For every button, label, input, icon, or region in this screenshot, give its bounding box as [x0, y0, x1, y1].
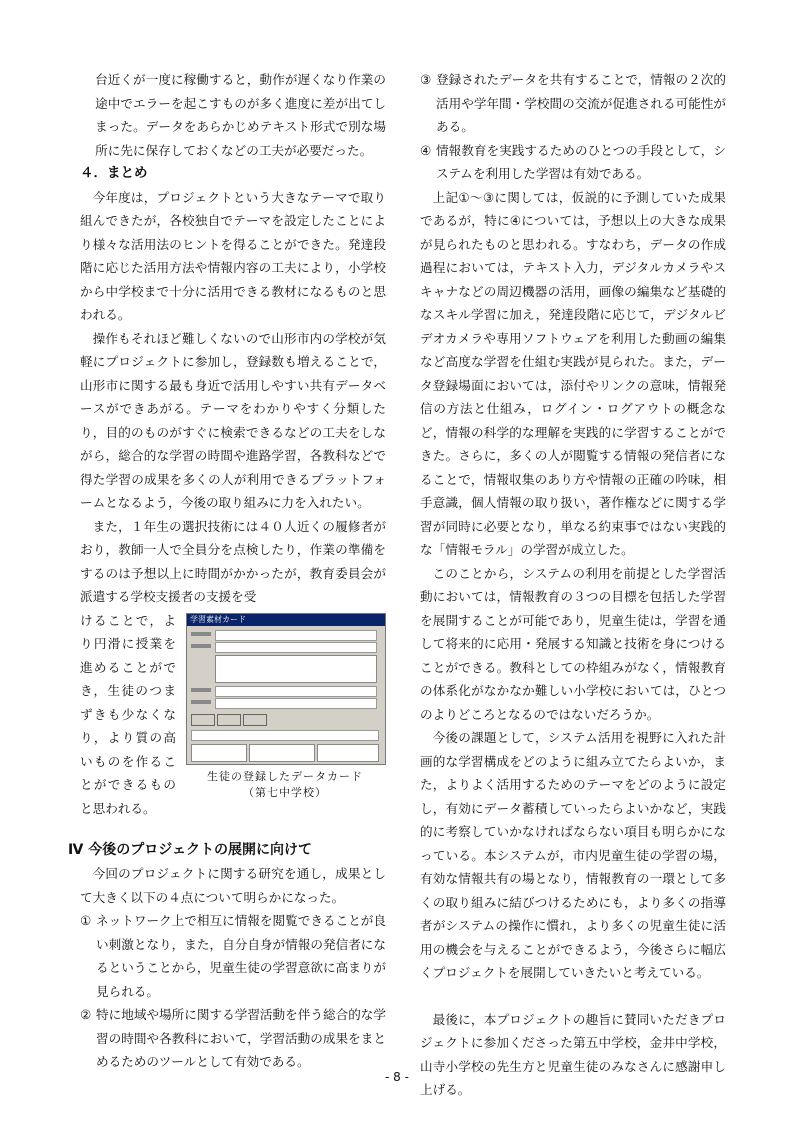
list-item-text: ネットワーク上で相互に情報を閲覧できることが良い刺激となり，また，自分自身が情報の発信者になるということから，児童生徒の学習意欲に高まりが見られる。: [96, 913, 386, 999]
section-heading-summary: ４．まとめ: [80, 165, 148, 181]
left-column: [68, 68, 386, 1074]
figure-caption-line2: （第七中学校）: [243, 785, 327, 799]
paragraph-results: 上記①～③に関しては，仮説的に予測していた成果であるが，特に④については，予想以上の大きな成果が見られたものと思われる。すなわち，データの作成過程においては，テキスト入力，デジタルカメラやスキャナなどの周辺機器の活用，画像の編集など基礎的なスキル学習に加え，発達段階に応じて，デジタルビデオカメラや専用ソフトウェアを利用した動画の編集など高度な学習を仕組む実践が見られた。また，データ登録場面においては，添付やリンクの意味，情報発信の方法と仕組み，ログイン・ログアウトの概念など，情報の科学的な理解を実践的に学習することができた。さらに，多くの人が閲覧する情報の発信者になることで，情報収集のあり方や情報の正確の吟味，相手意識，個人情報の取り扱い，著作権などに関する学習が同時に必要となり，単なる約束事ではない実践的な「情報モラル」の学習が成立した。: [420, 189, 726, 557]
paragraph-conclusion: このことから，システムの利用を前提とした学習活動においては，情報教育の３つの目標を包括した学習を展開することが可能であり，児童生徒は，学習を通して将来的に応用・発展する知識と技術を身につけることができる。教科としての枠組みがなく，情報教育の体系化がなかなか難しい小学校においては，ひとつのよりどころとなるのではないだろうか。: [420, 565, 726, 722]
section-heading-future: Ⅳ 今後のプロジェクトの展開に向けて: [68, 842, 312, 858]
paragraph-summary-2: 操作もそれほど難しくないので山形市内の学校が気軽にプロジェクトに参加し，登録数も増えることで，山形市に関する最も身近で活用しやすい共有データベースができあがる。テーマをわかりやすく分類したり，目的のものがすぐに検索できるなどの工夫をしながら，総合的な学習の時間や進路学習，各教科などで得た学習の成果を多くの人が利用できるプラットフォームとなるよう，今後の取り組みに力を入れたい。: [80, 330, 386, 510]
paragraph-future-intro: 今回のプロジェクトに関する研究を通し，成果として大きく以下の４点について明らかになった。: [80, 866, 386, 905]
paragraph-summary-1: 今年度は，プロジェクトという大きなテーマで取り組んできたが，各校独自でテーマを設定したことにより様々な活用法のヒントを得ることができた。発達段階に応じた活用方法や情報内容の工夫により，小学校から中学校まで十分に活用できる教材になるものと思われる。: [80, 189, 386, 322]
list-item-text: 情報教育を実践するためのひとつの手段として，システムを利用した学習は有効である。: [436, 142, 726, 181]
figure-caption: [186, 769, 384, 801]
paragraph-issues: 今後の課題として，システム活用を視野に入れた計画的な学習構成をどのように組み立てたらよいか，また，よりよく活用するためのテーマをどのように設定し，有効にデータ蓄積していったらよいかなど，実践的に考察していかなければならない項目も明らかになっている。本システムが，市内児童生徒の学習の場，有効な情報共有の場となり，情報教育の一環として多くの取り組みに結びつけるためにも，より多くの指導者がシステムの操作に慣れ，より多くの児童生徒に活用の機会を与えることができるよう，今後さらに幅広くプロジェクトを展開していきたいと考えている。: [420, 730, 726, 980]
list-item-number: ④: [420, 142, 432, 158]
list-item: [420, 68, 726, 139]
figure-data-card: [186, 613, 384, 821]
paragraph-acknowledgement: 最後に，本プロジェクトの趣旨に賛同いただきプロジェクトに参加くださった第五中学校，金井中学校，山寺小学校の先生方と児童生徒のみなさんに感謝申し上げる。: [420, 1011, 726, 1097]
paragraph-summary-3: また，１年生の選択技術には４０人近くの履修者がおり，教師一人で全員分を点検したり，作業の準備をするのは予想以上に時間がかかったが，教育委員会が派遣する学校支援者の支援を受: [80, 518, 386, 604]
list-item-number: ③: [420, 72, 432, 87]
list-item: [420, 139, 726, 186]
paragraph-summary-3-cont: けることで，より円滑に授業を進めることができ，生徒のつまずきも少なくなり，より質の高いものを作ることができるものと思われる。: [80, 612, 176, 816]
right-column: [420, 68, 726, 1102]
figure-caption-line1: 生徒の登録したデータカード: [207, 769, 363, 783]
paragraph-continued: 台近くが一度に稼働すると，動作が遅くなり作業の途中でエラーを起こすものが多く進度に差が出てしまった。データをあらかじめテキスト形式で別な場所に先に保存しておくなどの工夫が必要だった。: [95, 72, 386, 158]
screenshot-data-card: [186, 613, 386, 765]
list-item-text: 登録されたデータを共有することで，情報の２次的活用や学年間・学校間の交流が促進される可能性がある。: [436, 72, 726, 134]
list-item: [80, 909, 386, 1003]
list-item: [80, 1003, 386, 1074]
list-item-number: ①: [80, 913, 92, 928]
figure-wrap: [80, 609, 386, 821]
window-title-bar: 学習素材カード: [187, 614, 385, 626]
list-item-text: 特に地域や場所に関する学習活動を伴う総合的な学習の時間や各教科において，学習活動の成果をまとめるためのツールとして有効である。: [96, 1007, 386, 1069]
list-item-number: ②: [80, 1007, 92, 1022]
page-number: - 8 -: [385, 1070, 409, 1084]
